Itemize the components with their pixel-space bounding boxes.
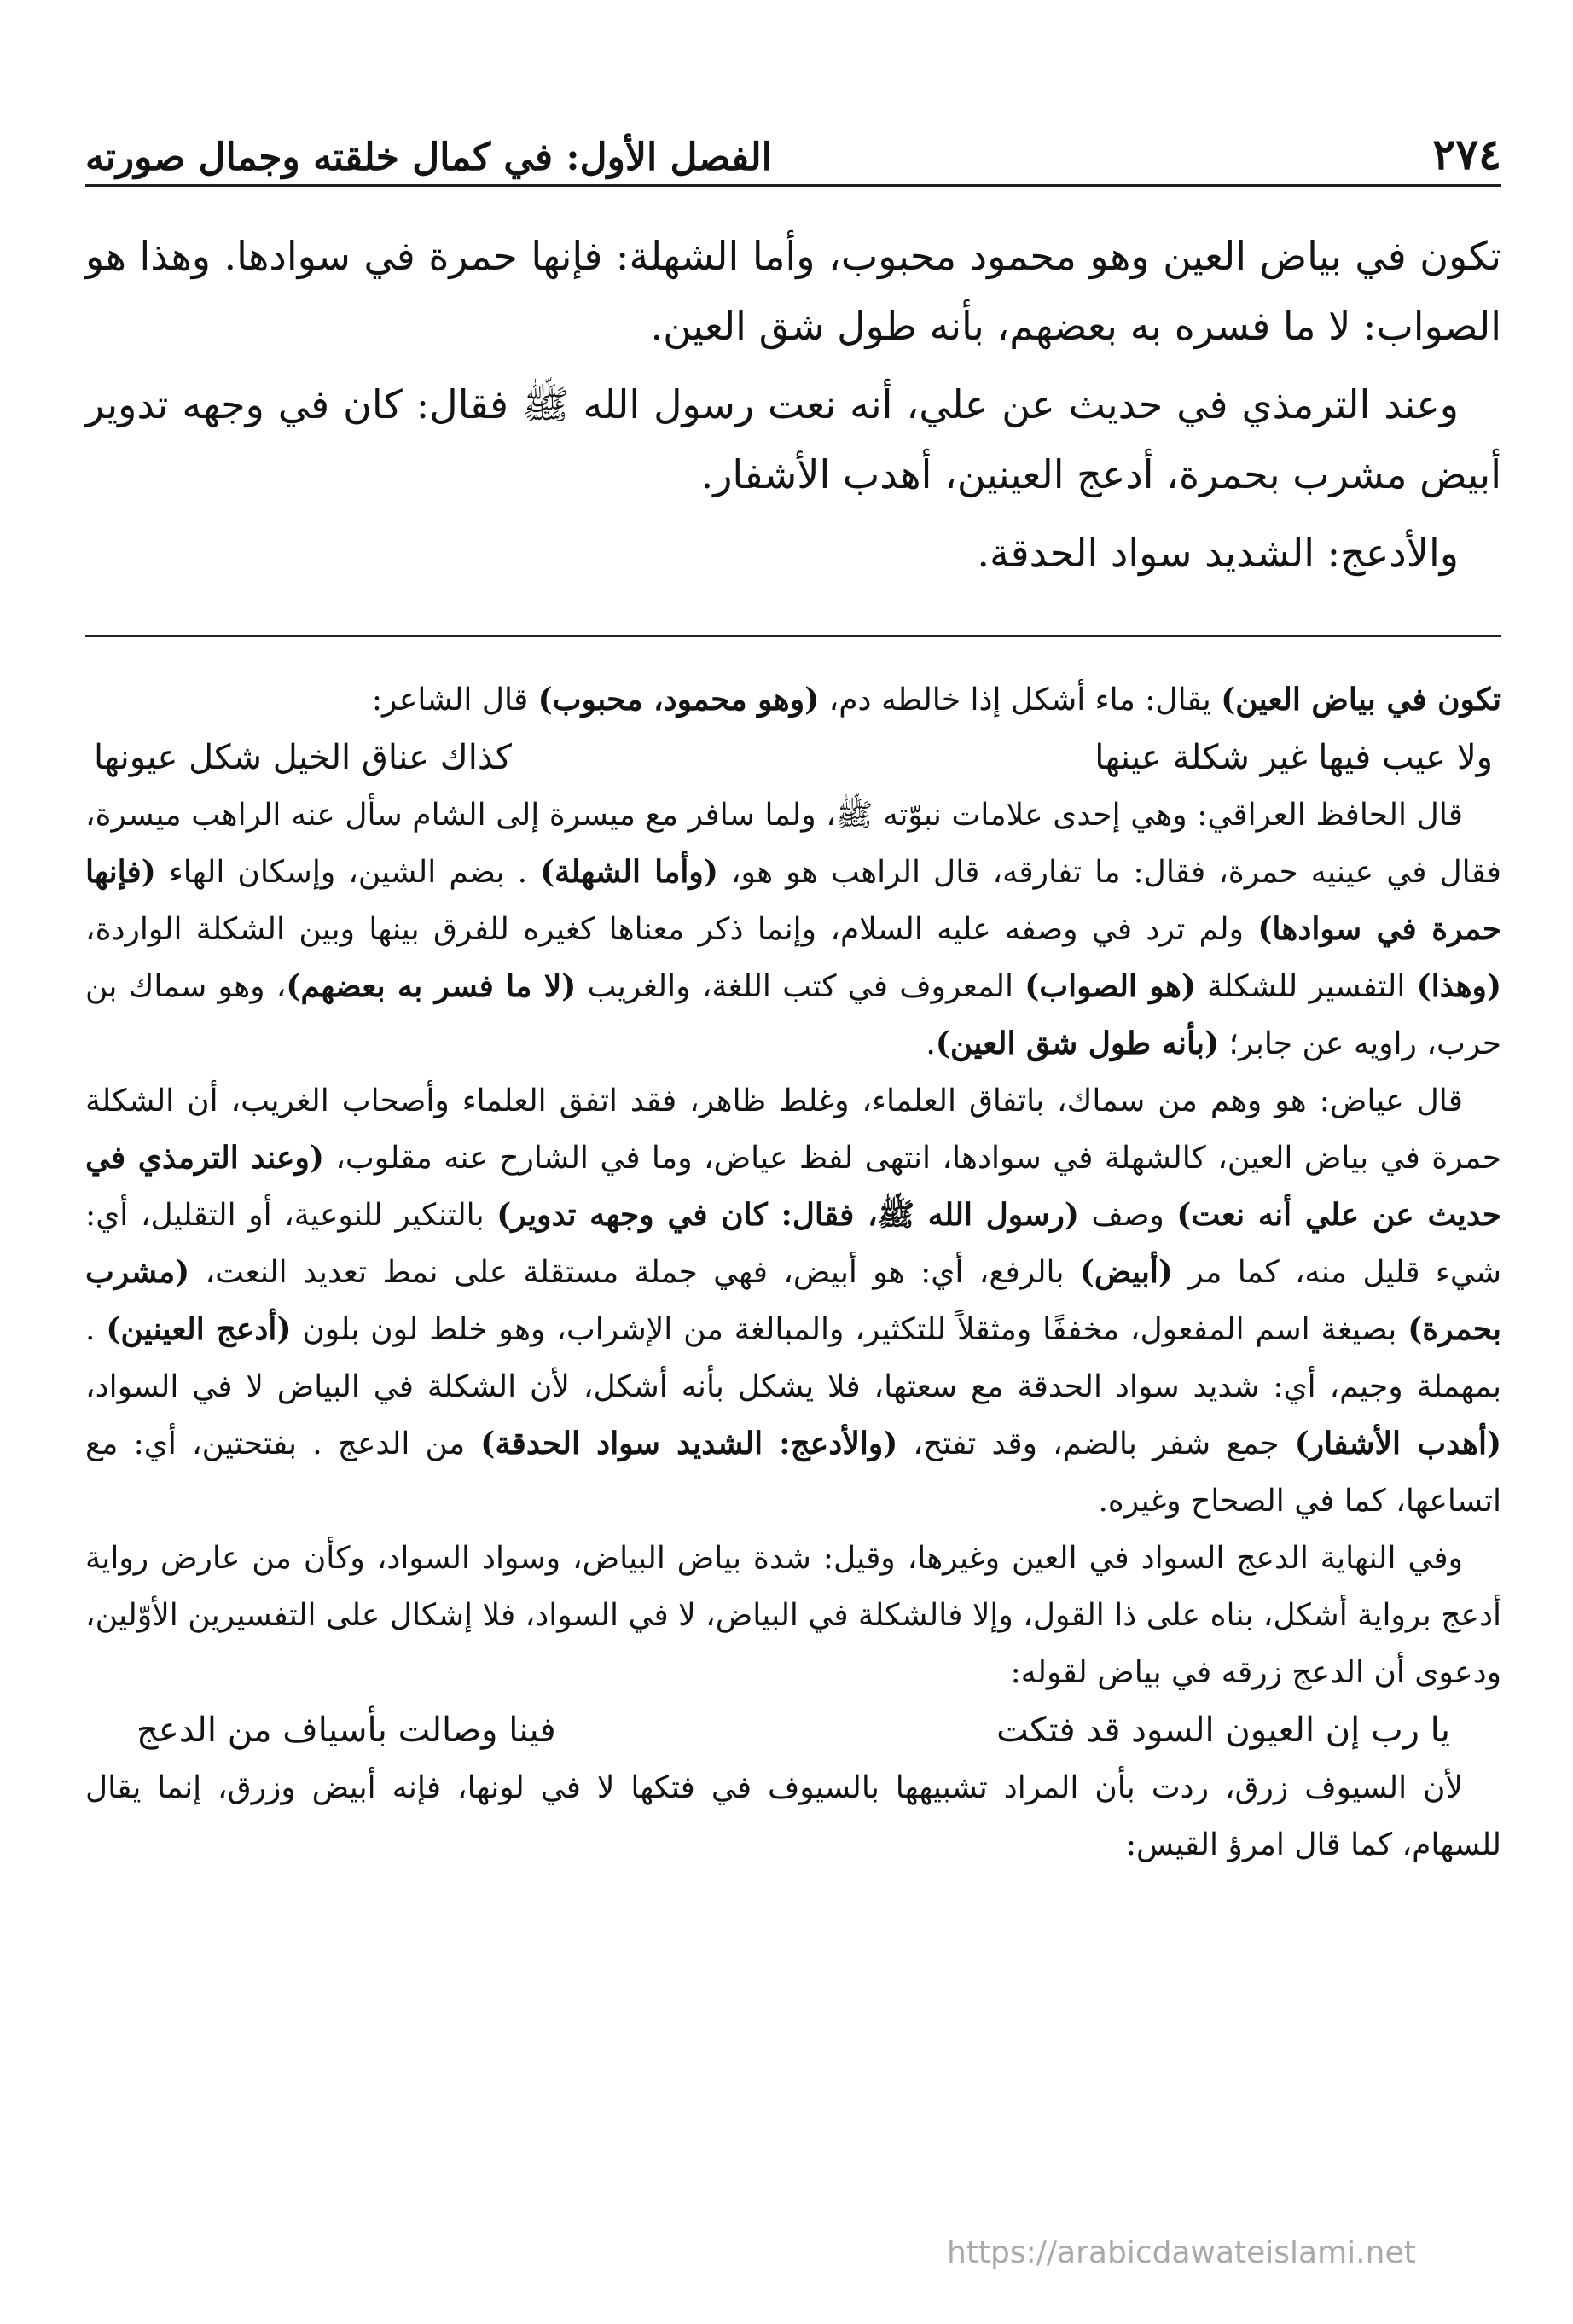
quoted-matn-phrase: (والأدعج: الشديد سواد الحدقة) xyxy=(480,1426,898,1461)
text-run: بصيغة اسم المفعول، مخففًا ومثقلاً للتكثير، والمبالغة من الإشراب، وهو خلط لون بلون xyxy=(291,1312,1408,1347)
text-run: ، وهو سماك بن حرب، راويه عن جابر؛ xyxy=(85,969,1501,1061)
text-run: بالتنكير للنوعية، أو التقليل، أي: شيء قليل منه، كما مر xyxy=(85,1198,1501,1290)
quoted-matn-phrase: (أدعج العينين) xyxy=(106,1311,292,1347)
text-run: التفسير للشكلة xyxy=(1195,969,1417,1004)
poetry-verse xyxy=(85,729,1501,787)
quoted-matn-phrase: (فإنها حمرة في سوادها) xyxy=(85,854,1501,947)
commentary-paragraph: وفي النهاية الدعج السواد في العين وغيرها، وقيل: شدة بياض البياض، وسواد السواد، وكأن من عارض رواية أدعج برواية أشكل، بناه على ذا القول، وإلا فالشكلة في البياض، لا في السواد، فلا إشكال على التفسيرين الأوّلين، ودعوى أن الدعج زرقه في بياض لقوله: xyxy=(85,1541,1501,1690)
main-text xyxy=(85,187,1501,588)
main-paragraph: تكون في بياض العين وهو محمود محبوب، وأما الشهلة: فإنها حمرة في سوادها. وهذا هو الصواب: لا ما فسره به بعضهم، بأنه طول شق العين. xyxy=(85,233,1501,349)
running-title: الفصل الأول: في كمال خلقته وجمال صورته xyxy=(85,136,772,179)
quoted-matn-phrase: (رسول الله ﷺ، فقال: كان في وجهه تدوير) xyxy=(496,1197,1079,1233)
quoted-matn-phrase: (بأنه طول شق العين) xyxy=(935,1025,1220,1061)
text-run: . بضم الشين، وإسكان الهاء xyxy=(155,855,541,890)
text-run: جمع شفر بالضم، وقد تفتح، xyxy=(897,1426,1295,1461)
commentary-paragraph xyxy=(85,787,1501,1072)
verse-hemistich-first: ولا عيب فيها غير شكلة عينها xyxy=(1094,738,1493,777)
verse-hemistich-first: يا رب إن العيون السود قد فتكت xyxy=(996,1711,1450,1750)
quoted-matn-phrase: (أهدب الأشفار) xyxy=(1294,1426,1502,1461)
text-run: من الدعج . بفتحتين، أي: مع اتساعها، كما في الصحاح وغيره. xyxy=(85,1426,1501,1519)
poetry-verse xyxy=(85,1701,1501,1759)
text-run: قال عياض: هو وهم من سماك، باتفاق العلماء، وغلط ظاهر، فقد اتفق العلماء وأصحاب الغريب، أن الشكلة حمرة في بياض العين، كالشهلة في سوادها، انتهى لفظ عياض، وما في الشارح عنه مقلوب، xyxy=(85,1084,1502,1176)
quoted-matn-phrase: (أبيض) xyxy=(1079,1254,1173,1290)
text-run: المعروف في كتب اللغة، والغريب xyxy=(576,969,1025,1004)
text-run: بالرفع، أي: هو أبيض، فهي جملة مستقلة على نمط تعديد النعت، xyxy=(189,1255,1080,1290)
quoted-matn-phrase: (وهذا) xyxy=(1416,968,1501,1004)
commentary-paragraph: لأن السيوف زرق، ردت بأن المراد تشبيهها بالسيوف في فتكها لا في لونها، فإنه أبيض وزرق، إنما يقال للسهام، كما قال امرؤ القيس: xyxy=(85,1770,1501,1862)
main-paragraph: والأدعج: الشديد سواد الحدقة. xyxy=(977,530,1459,576)
text-run: . بمهملة وجيم، أي: شديد سواد الحدقة مع سعتها، فلا يشكل بأنه أشكل، لأن الشكلة في البياض لا في السواد، xyxy=(85,1312,1501,1404)
quoted-matn-phrase: (مشرب بحمرة) xyxy=(85,1254,1502,1347)
main-paragraph: وعند الترمذي في حديث عن علي، أنه نعت رسول الله ﷺ فقال: كان في وجهه تدوير أبيض مشرب بحمرة، أدعج العينين، أهدب الأشفار. xyxy=(85,381,1501,497)
commentary-paragraph xyxy=(85,671,1501,729)
commentary xyxy=(85,637,1501,1874)
text-run: قال الحافظ العراقي: وهي إحدى علامات نبوّته ﷺ، ولما سافر مع ميسرة إلى الشام سأل عنه الراهب ميسرة، فقال في عينيه حمرة، فقال: ما تفارقه، قال الراهب هو هو، xyxy=(85,798,1502,890)
verse-hemistich-second: كذاك عناق الخيل شكل عيونها xyxy=(94,738,512,777)
page-header xyxy=(85,94,1501,179)
page-number: ٢٧٤ xyxy=(1432,129,1501,179)
text-run: ولم ترد في وصفه عليه السلام، وإنما ذكر معناها كغيره للفرق بينها وبين الشكلة الواردة، xyxy=(85,912,1258,947)
quoted-matn-phrase: (هو الصواب) xyxy=(1024,968,1196,1004)
quoted-matn-phrase: (وعند الترمذي في حديث عن علي أنه نعت) xyxy=(85,1140,1501,1233)
watermark-url: https://arabicdawateislami.net xyxy=(947,2235,1416,2270)
quoted-matn-phrase: (لا ما فسر به بعضهم) xyxy=(286,968,577,1004)
quoted-matn-phrase: تكون في بياض العين) xyxy=(1221,682,1501,718)
text-run: يقال: ماء أشكل إذا خالطه دم، xyxy=(819,683,1222,718)
verse-hemistich-second: فينا وصالت بأسياف من الدعج xyxy=(136,1711,556,1750)
quoted-matn-phrase: (وأما الشهلة) xyxy=(540,854,718,890)
text-run: . xyxy=(926,1026,936,1061)
quoted-matn-phrase: (وهو محمود، محبوب) xyxy=(537,682,820,718)
text-run: قال الشاعر: xyxy=(371,683,538,718)
commentary-paragraph xyxy=(85,1072,1501,1530)
text-run: وصف xyxy=(1078,1198,1177,1233)
book-page xyxy=(85,94,1501,2278)
